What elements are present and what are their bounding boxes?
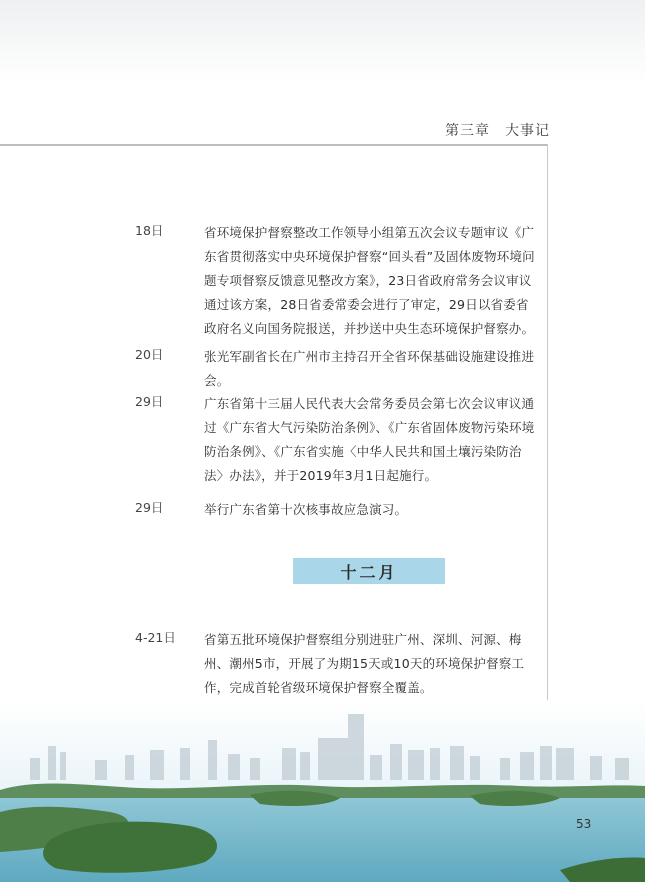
event-date: 4-21日 [135,630,176,645]
month-heading: 十二月 [293,558,445,584]
city-lake-photo [0,700,645,882]
event-entry [0,392,548,488]
event-date: 29日 [135,394,164,409]
event-entry [0,221,548,336]
event-text: 省环境保护督察整改工作领导小组第五次会议专题审议《广东省贯彻落实中央环境保护督察“回头看”及固体废物环境问题专项督察反馈意见整改方案》，23日省政府常务会议审议通过该方案，28日省委常委会进行了审定，29日以省委省政府名义向国务院报送，并抄送中央生态环境保护督察办。 [204,225,535,336]
event-text: 省第五批环境保护督察组分别进驻广州、深圳、河源、梅州、潮州5市，开展了为期15天或10天的环境保护督察工作，完成首轮省级环境保护督察全覆盖。 [204,632,525,695]
event-entry [0,345,548,388]
event-date: 18日 [135,223,164,238]
event-date: 20日 [135,347,164,362]
event-text: 举行广东省第十次核事故应急演习。 [204,502,408,517]
event-entry [0,628,548,700]
header-divider [0,144,548,146]
chapter-title: 第三章 大事记 [445,123,550,139]
event-text: 张光军副省长在广州市主持召开全省环保基础设施建设推进会。 [204,349,535,388]
event-entry [0,498,548,522]
event-date: 29日 [135,500,164,515]
event-text: 广东省第十三届人民代表大会常务委员会第七次会议审议通过《广东省大气污染防治条例》、《广东省固体废物污染环境防治条例》、《广东省实施〈中华人民共和国土壤污染防治法〉办法》，并于2019年3月1日起施行。 [204,396,535,483]
page-number: 53 [576,817,592,831]
